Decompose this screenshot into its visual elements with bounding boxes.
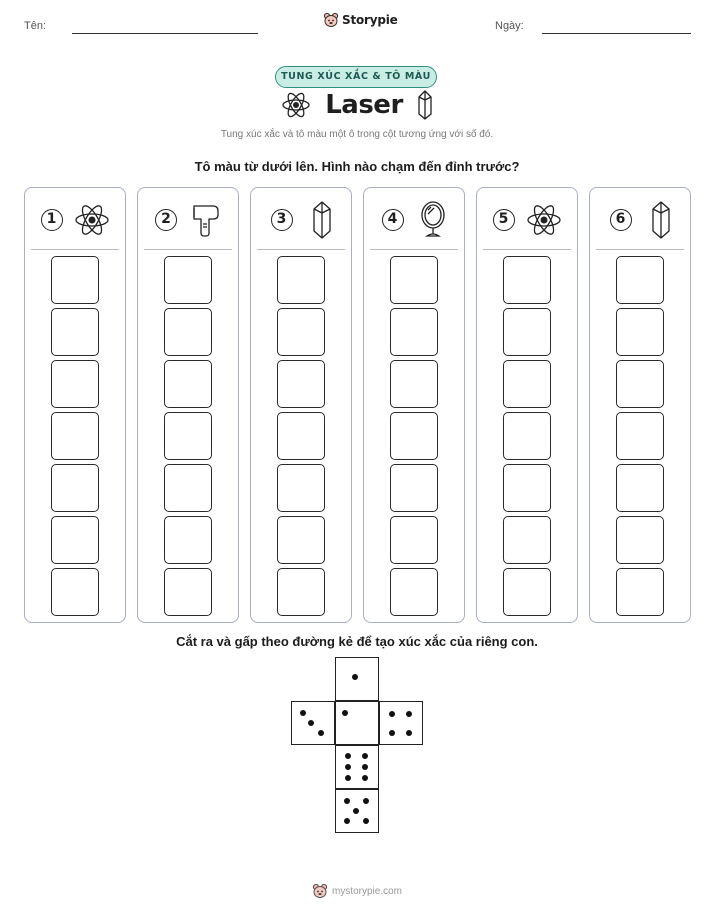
column-number: 3: [271, 209, 293, 231]
column-6: [589, 187, 691, 623]
pip: [344, 798, 350, 804]
mascot-icon: [312, 883, 328, 899]
column-number: 1: [41, 209, 63, 231]
pip: [345, 775, 351, 781]
color-cell[interactable]: [51, 412, 99, 460]
die-face-1: [335, 657, 379, 701]
footer-url[interactable]: mystorypie.com: [331, 885, 402, 897]
color-cell[interactable]: [616, 516, 664, 564]
pip: [345, 753, 351, 759]
pip: [353, 808, 359, 814]
pip: [406, 730, 412, 736]
color-cell[interactable]: [616, 464, 664, 512]
color-cell[interactable]: [164, 516, 212, 564]
cut-instruction: Cắt ra và gấp theo đường kẻ để tạo xúc xắc của riêng con.: [176, 634, 538, 649]
pip: [406, 711, 412, 717]
pip: [362, 775, 368, 781]
color-cell[interactable]: [616, 256, 664, 304]
color-cell[interactable]: [503, 256, 551, 304]
pip: [342, 710, 348, 716]
color-cell[interactable]: [51, 308, 99, 356]
subtitle: Tung xúc xắc và tô màu một ô trong cột tương ứng với số đó.: [220, 129, 494, 140]
pip: [389, 711, 395, 717]
die-face-6: [335, 745, 379, 789]
date-label: Ngày:: [495, 20, 524, 32]
color-cell[interactable]: [164, 256, 212, 304]
pip: [352, 674, 358, 680]
pip: [308, 720, 314, 726]
column-2: [137, 187, 239, 623]
color-cell[interactable]: [616, 568, 664, 616]
atom-icon: [281, 90, 311, 120]
name-line: [72, 33, 258, 34]
column-4: [363, 187, 465, 623]
color-cell[interactable]: [390, 256, 438, 304]
color-cell[interactable]: [164, 360, 212, 408]
color-cell[interactable]: [616, 412, 664, 460]
activity-badge: TUNG XÚC XẮC & TÔ MÀU: [275, 66, 437, 88]
color-cell[interactable]: [277, 464, 325, 512]
footer: [0, 883, 714, 899]
column-number: 6: [610, 209, 632, 231]
pip: [344, 818, 350, 824]
color-cell[interactable]: [164, 412, 212, 460]
pip: [300, 710, 306, 716]
page-title: Laser: [325, 90, 403, 120]
die-face-1: [335, 701, 379, 745]
pip: [362, 764, 368, 770]
color-cell[interactable]: [51, 360, 99, 408]
die-face-3: [291, 701, 335, 745]
color-cell[interactable]: [503, 412, 551, 460]
color-cell[interactable]: [390, 568, 438, 616]
mascot-icon: [323, 12, 339, 28]
color-cell[interactable]: [277, 412, 325, 460]
color-cell[interactable]: [51, 568, 99, 616]
brand-logo: [323, 12, 398, 28]
color-cell[interactable]: [51, 464, 99, 512]
atom-icon: [74, 202, 110, 238]
color-cell[interactable]: [503, 360, 551, 408]
color-cell[interactable]: [616, 308, 664, 356]
pip: [389, 730, 395, 736]
crystal-icon: [312, 201, 332, 239]
color-cell[interactable]: [390, 308, 438, 356]
color-cell[interactable]: [277, 256, 325, 304]
color-cell[interactable]: [390, 464, 438, 512]
atom-icon: [526, 202, 562, 238]
title-row: [0, 90, 714, 120]
pip: [345, 764, 351, 770]
color-cell[interactable]: [277, 308, 325, 356]
die-face-4: [379, 701, 423, 745]
column-1: [24, 187, 126, 623]
pip: [318, 730, 324, 736]
color-cell[interactable]: [503, 464, 551, 512]
race-columns: [24, 187, 691, 623]
name-label: Tên:: [24, 20, 47, 32]
coloring-instruction: Tô màu từ dưới lên. Hình nào chạm đến đỉnh trước?: [194, 159, 520, 174]
mirror-icon: [419, 201, 447, 239]
color-cell[interactable]: [390, 516, 438, 564]
color-cell[interactable]: [51, 516, 99, 564]
pip: [362, 753, 368, 759]
color-cell[interactable]: [164, 464, 212, 512]
column-3: [250, 187, 352, 623]
brand-name: Storypie: [342, 13, 398, 27]
color-cell[interactable]: [503, 568, 551, 616]
color-cell[interactable]: [503, 516, 551, 564]
barcode-scanner-icon: [191, 202, 221, 238]
color-cell[interactable]: [164, 568, 212, 616]
color-cell[interactable]: [164, 308, 212, 356]
color-cell[interactable]: [277, 360, 325, 408]
color-cell[interactable]: [277, 516, 325, 564]
color-cell[interactable]: [51, 256, 99, 304]
column-number: 2: [155, 209, 177, 231]
die-face-5: [335, 789, 379, 833]
column-number: 5: [493, 209, 515, 231]
pip: [363, 798, 369, 804]
color-cell[interactable]: [390, 412, 438, 460]
pip: [363, 818, 369, 824]
column-5: [476, 187, 578, 623]
color-cell[interactable]: [616, 360, 664, 408]
color-cell[interactable]: [503, 308, 551, 356]
color-cell[interactable]: [390, 360, 438, 408]
color-cell[interactable]: [277, 568, 325, 616]
crystal-icon: [651, 201, 671, 239]
crystal-icon: [417, 90, 433, 120]
date-line: [542, 33, 691, 34]
column-number: 4: [382, 209, 404, 231]
